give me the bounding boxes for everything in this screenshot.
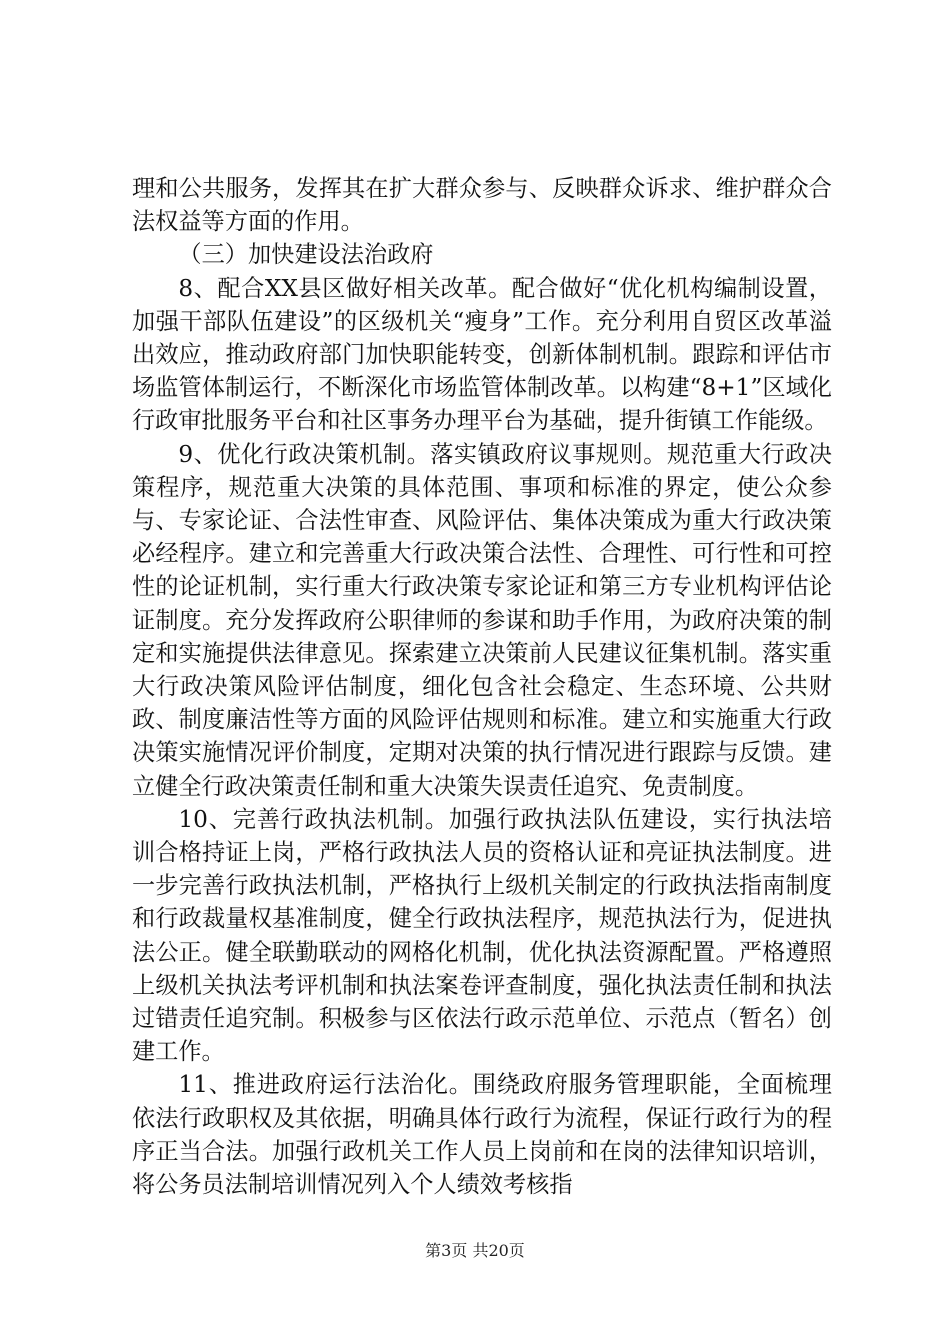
paragraph-item-11: 11、推进政府运行法治化。围绕政府服务管理职能，全面梳理依法行政职权及其依据，明确具体行政行为流程，保证行政行为的程序正当合法。加强行政机关工作人员上岗前和在岗的法律知识培训，将公务员法制培训情况列入个人绩效考核指 — [132, 1071, 832, 1199]
paragraph-item-9: 9、优化行政决策机制。落实镇政府议事规则。规范重大行政决策程序，规范重大决策的具体范围、事项和标准的界定，使公众参与、专家论证、合法性审查、风险评估、集体决策成为重大行政决策必经程序。建立和完善重大行政决策合法性、合理性、可行性和可控性的论证机制，实行重大行政决策专家论证和第三方专业机构评估论证制度。充分发挥政府公职律师的参谋和助手作用，为政府决策的制定和实施提供法律意见。探索建立决策前人民建议征集机制。落实重大行政决策风险评估制度，细化包含社会稳定、生态环境、公共财政、制度廉洁性等方面的风险评估规则和标准。建立和实施重大行政决策实施情况评价制度，定期对决策的执行情况进行跟踪与反馈。建立健全行政决策责任制和重大决策失误责任追究、免责制度。 — [132, 440, 832, 800]
section-heading: （三）加快建设法治政府 — [178, 241, 434, 269]
paragraph-item-10: 10、完善行政执法机制。加强行政执法队伍建设，实行执法培训合格持证上岗，严格行政执法人员的资格认证和亮证执法制度。进一步完善行政执法机制，严格执行上级机关制定的行政执法指南制度和行政裁量权基准制度，健全行政执法程序，规范执法行为，促进执法公正。健全联勤联动的网格化机制，优化执法资源配置。严格遵照上级机关执法考评机制和执法案卷评查制度，强化执法责任制和执法过错责任追究制。积极参与区依法行政示范单位、示范点（暂名）创建工作。 — [132, 805, 832, 1066]
paragraph-item-8: 8、配合XX县区做好相关改革。配合做好“优化机构编制设置，加强干部队伍建设”的区级机关“瘦身”工作。充分利用自贸区改革溢出效应，推动政府部门加快职能转变，创新体制机制。跟踪和评估市场监管体制运行，不断深化市场监管体制改革。以构建“8+1”区域化行政审批服务平台和社区事务办理平台为基础，提升街镇工作能级。 — [132, 274, 832, 435]
paragraph-continuation: 理和公共服务，发挥其在扩大群众参与、反映群众诉求、维护群众合法权益等方面的作用。 — [132, 175, 832, 236]
document-body — [132, 172, 832, 1201]
page-number-footer: 第3页 共20页 — [425, 1241, 525, 1260]
